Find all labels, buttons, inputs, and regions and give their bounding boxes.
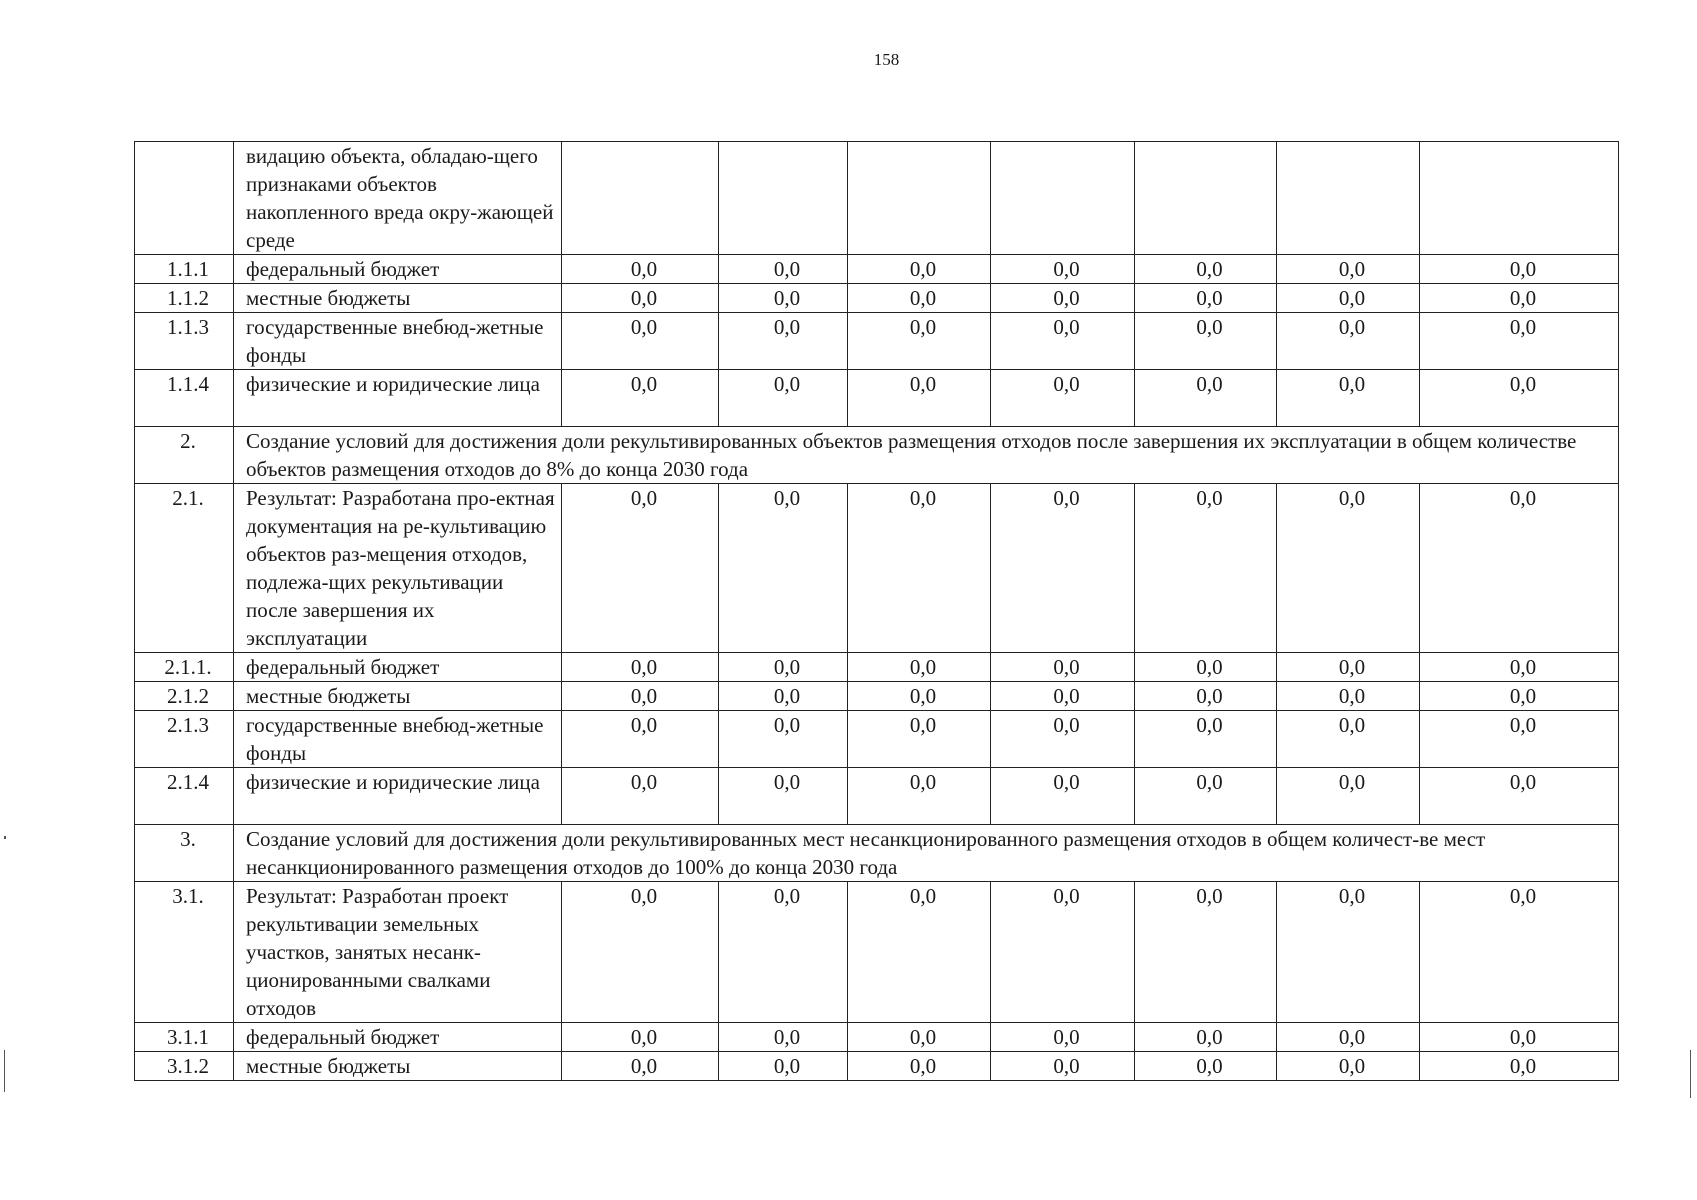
section-row (135, 427, 1619, 484)
value-cell (1420, 142, 1619, 255)
value-cell: 0,0 (848, 284, 991, 313)
value-cell: 0,0 (1420, 284, 1619, 313)
table-row (135, 1052, 1619, 1081)
value-cell: 0,0 (719, 711, 848, 768)
value-cell: 0,0 (1420, 313, 1619, 370)
row-description: федеральный бюджет (234, 1023, 562, 1052)
value-cell: 0,0 (562, 711, 719, 768)
value-cell: 0,0 (1135, 1023, 1277, 1052)
table-row (135, 142, 1619, 255)
value-cell: 0,0 (1277, 370, 1420, 427)
row-number: 1.1.2 (135, 284, 234, 313)
value-cell: 0,0 (1420, 370, 1619, 427)
value-cell: 0,0 (719, 284, 848, 313)
value-cell: 0,0 (719, 1052, 848, 1081)
value-cell: 0,0 (991, 882, 1135, 1023)
value-cell: 0,0 (848, 882, 991, 1023)
value-cell: 0,0 (848, 1052, 991, 1081)
row-number (135, 142, 234, 255)
value-cell: 0,0 (1135, 768, 1277, 825)
value-cell: 0,0 (848, 1023, 991, 1052)
value-cell: 0,0 (1135, 313, 1277, 370)
row-number: 2.1.4 (135, 768, 234, 825)
value-cell: 0,0 (1420, 768, 1619, 825)
table-row (135, 284, 1619, 313)
value-cell: 0,0 (719, 370, 848, 427)
value-cell: 0,0 (848, 682, 991, 711)
row-description: Результат: Разработан проект рекультивации земельных участков, занятых несанк-ционированными свалками отходов (234, 882, 562, 1023)
section-title: Создание условий для достижения доли рекультивированных мест несанкционированного размещения отходов в общем количест-ве мест несанкционированного размещения отходов до 100% до конца 2030 года (234, 825, 1619, 882)
section-number: 3. (135, 825, 234, 882)
table-row (135, 711, 1619, 768)
value-cell: 0,0 (991, 284, 1135, 313)
value-cell (848, 142, 991, 255)
value-cell: 0,0 (991, 768, 1135, 825)
table-row (135, 255, 1619, 284)
value-cell: 0,0 (1135, 370, 1277, 427)
value-cell (991, 142, 1135, 255)
value-cell (1135, 142, 1277, 255)
table-row (135, 1023, 1619, 1052)
value-cell: 0,0 (1277, 653, 1420, 682)
value-cell: 0,0 (719, 255, 848, 284)
table-row (135, 882, 1619, 1023)
value-cell: 0,0 (1420, 255, 1619, 284)
value-cell: 0,0 (991, 370, 1135, 427)
value-cell: 0,0 (1135, 882, 1277, 1023)
value-cell: 0,0 (1135, 1052, 1277, 1081)
row-number: 3.1.1 (135, 1023, 234, 1052)
value-cell: 0,0 (719, 313, 848, 370)
row-description: местные бюджеты (234, 1052, 562, 1081)
value-cell: 0,0 (848, 653, 991, 682)
value-cell: 0,0 (848, 484, 991, 653)
value-cell (1277, 142, 1420, 255)
row-number: 2.1.3 (135, 711, 234, 768)
value-cell: 0,0 (848, 313, 991, 370)
row-number: 2.1.1. (135, 653, 234, 682)
value-cell: 0,0 (1420, 484, 1619, 653)
value-cell: 0,0 (991, 1052, 1135, 1081)
row-description: федеральный бюджет (234, 653, 562, 682)
value-cell: 0,0 (719, 882, 848, 1023)
row-description: физические и юридические лица (234, 768, 562, 825)
value-cell: 0,0 (1420, 653, 1619, 682)
row-description: федеральный бюджет (234, 255, 562, 284)
row-description: видацию объекта, обладаю-щего признаками объектов накопленного вреда окру-жающей среде (234, 142, 562, 255)
value-cell: 0,0 (562, 682, 719, 711)
value-cell: 0,0 (562, 1023, 719, 1052)
value-cell: 0,0 (1277, 255, 1420, 284)
value-cell: 0,0 (991, 1023, 1135, 1052)
scan-artifact (4, 836, 6, 839)
value-cell: 0,0 (562, 484, 719, 653)
value-cell: 0,0 (719, 653, 848, 682)
value-cell: 0,0 (562, 284, 719, 313)
value-cell: 0,0 (848, 255, 991, 284)
section-title: Создание условий для достижения доли рекультивированных объектов размещения отходов после завершения их эксплуатации в общем количестве объектов размещения отходов до 8% до конца 2030 года (234, 427, 1619, 484)
value-cell: 0,0 (1135, 484, 1277, 653)
table-row (135, 484, 1619, 653)
row-number: 1.1.1 (135, 255, 234, 284)
row-number: 3.1.2 (135, 1052, 234, 1081)
row-number: 1.1.3 (135, 313, 234, 370)
value-cell: 0,0 (848, 711, 991, 768)
row-number: 2.1. (135, 484, 234, 653)
scan-artifact (4, 1050, 5, 1092)
row-number: 2.1.2 (135, 682, 234, 711)
value-cell: 0,0 (562, 313, 719, 370)
row-description: физические и юридические лица (234, 370, 562, 427)
value-cell: 0,0 (991, 682, 1135, 711)
value-cell: 0,0 (719, 768, 848, 825)
value-cell: 0,0 (1277, 284, 1420, 313)
row-description: местные бюджеты (234, 284, 562, 313)
value-cell: 0,0 (1277, 711, 1420, 768)
value-cell: 0,0 (562, 1052, 719, 1081)
page-number: 158 (873, 50, 900, 69)
value-cell: 0,0 (719, 682, 848, 711)
value-cell: 0,0 (1277, 484, 1420, 653)
value-cell: 0,0 (1420, 1052, 1619, 1081)
table-row (135, 653, 1619, 682)
value-cell: 0,0 (1420, 682, 1619, 711)
value-cell (562, 142, 719, 255)
scan-artifact (1690, 1050, 1691, 1098)
row-description: Результат: Разработана про-ектная документация на ре-культивацию объектов раз-мещения отходов, подлежа-щих рекультивации после завершения их эксплуатации (234, 484, 562, 653)
value-cell: 0,0 (1277, 1023, 1420, 1052)
value-cell: 0,0 (1277, 682, 1420, 711)
value-cell: 0,0 (562, 653, 719, 682)
value-cell: 0,0 (991, 313, 1135, 370)
row-number: 3.1. (135, 882, 234, 1023)
value-cell: 0,0 (991, 653, 1135, 682)
table-row (135, 768, 1619, 825)
value-cell (719, 142, 848, 255)
row-description: государственные внебюд-жетные фонды (234, 711, 562, 768)
value-cell: 0,0 (848, 370, 991, 427)
value-cell: 0,0 (562, 370, 719, 427)
value-cell: 0,0 (562, 882, 719, 1023)
budget-table (134, 141, 1619, 1081)
value-cell: 0,0 (719, 1023, 848, 1052)
value-cell: 0,0 (1135, 711, 1277, 768)
table-row (135, 370, 1619, 427)
table-row (135, 313, 1619, 370)
value-cell: 0,0 (1420, 882, 1619, 1023)
value-cell: 0,0 (1277, 1052, 1420, 1081)
value-cell: 0,0 (1135, 682, 1277, 711)
value-cell: 0,0 (562, 768, 719, 825)
row-description: местные бюджеты (234, 682, 562, 711)
value-cell: 0,0 (848, 768, 991, 825)
value-cell: 0,0 (991, 255, 1135, 284)
row-number: 1.1.4 (135, 370, 234, 427)
value-cell: 0,0 (1277, 882, 1420, 1023)
value-cell: 0,0 (719, 484, 848, 653)
table-row (135, 682, 1619, 711)
row-description: государственные внебюд-жетные фонды (234, 313, 562, 370)
value-cell: 0,0 (1277, 768, 1420, 825)
value-cell: 0,0 (991, 484, 1135, 653)
value-cell: 0,0 (991, 711, 1135, 768)
value-cell: 0,0 (1135, 284, 1277, 313)
value-cell: 0,0 (1420, 711, 1619, 768)
section-row (135, 825, 1619, 882)
value-cell: 0,0 (1135, 255, 1277, 284)
value-cell: 0,0 (1135, 653, 1277, 682)
value-cell: 0,0 (1420, 1023, 1619, 1052)
value-cell: 0,0 (1277, 313, 1420, 370)
value-cell: 0,0 (562, 255, 719, 284)
section-number: 2. (135, 427, 234, 484)
